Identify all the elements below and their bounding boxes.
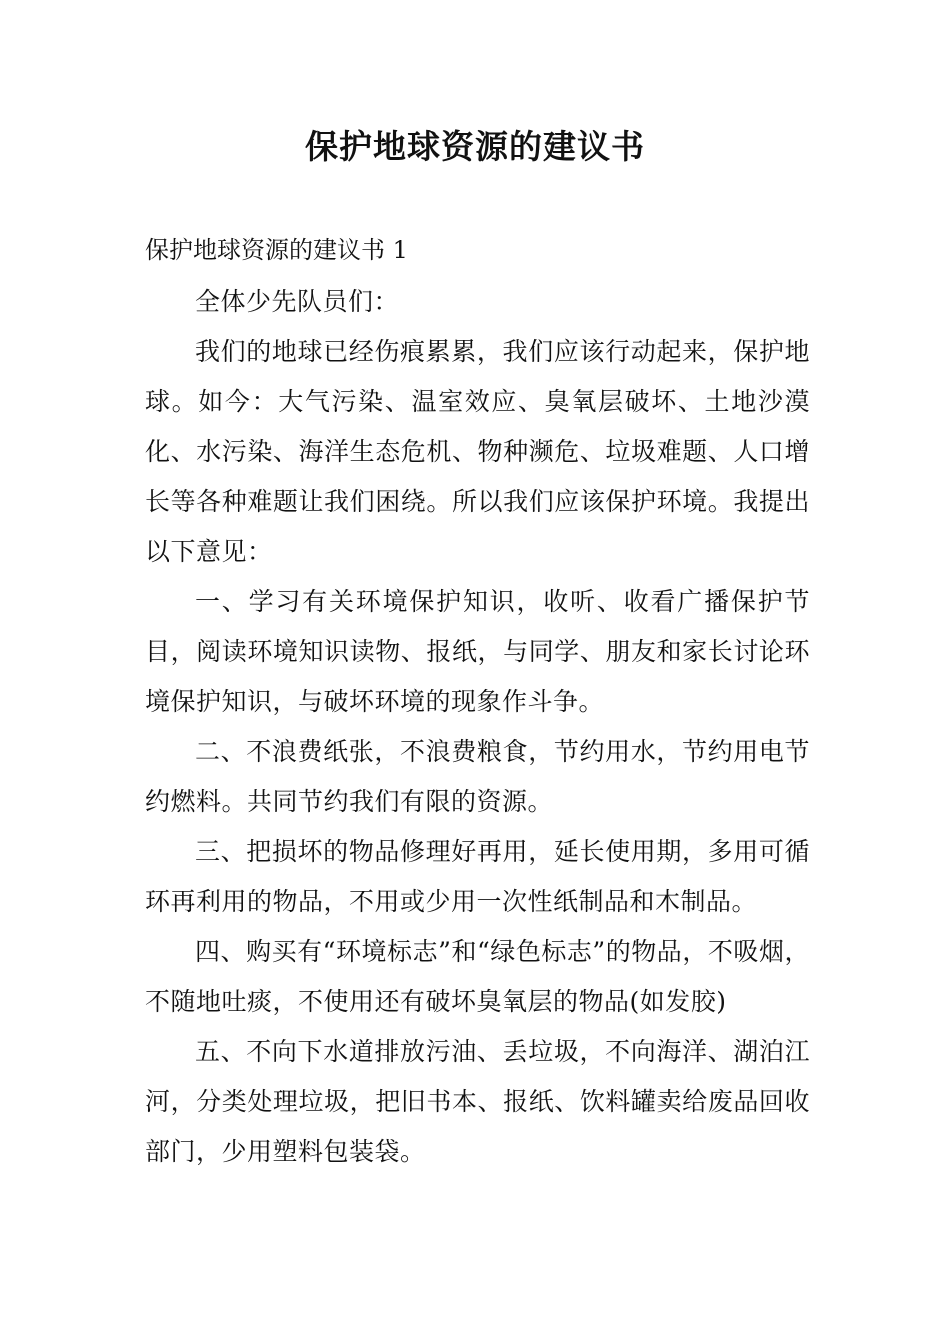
document-body [145, 277, 810, 1177]
suggestion-paragraph-1: 一、学习有关环境保护知识，收听、收看广播保护节目，阅读环境知识读物、报纸，与同学、朋友和家长讨论环境保护知识，与破坏环境的现象作斗争。 [145, 587, 810, 716]
intro-paragraph: 我们的地球已经伤痕累累，我们应该行动起来，保护地球。如今：大气污染、温室效应、臭氧层破坏、土地沙漠化、水污染、海洋生态危机、物种濒危、垃圾难题、人口增长等各种难题让我们困绕。所以我们应该保护环境。我提出以下意见： [145, 337, 810, 566]
suggestion-paragraph-2: 二、不浪费纸张，不浪费粮食，节约用水，节约用电节约燃料。共同节约我们有限的资源。 [145, 737, 810, 816]
document-subtitle: 保护地球资源的建议书 1 [145, 236, 408, 264]
document-title: 保护地球资源的建议书 [305, 127, 645, 166]
suggestion-paragraph-4: 四、购买有“环境标志”和“绿色标志”的物品，不吸烟，不随地吐痰，不使用还有破坏臭氧层的物品(如发胶) [145, 937, 810, 1016]
suggestion-paragraph-5: 五、不向下水道排放污油、丢垃圾，不向海洋、湖泊江河，分类处理垃圾，把旧书本、报纸、饮料罐卖给废品回收部门，少用塑料包装袋。 [145, 1037, 810, 1166]
salutation-paragraph: 全体少先队员们： [195, 287, 400, 316]
suggestion-paragraph-3: 三、把损坏的物品修理好再用，延长使用期，多用可循环再利用的物品，不用或少用一次性纸制品和木制品。 [145, 837, 810, 916]
